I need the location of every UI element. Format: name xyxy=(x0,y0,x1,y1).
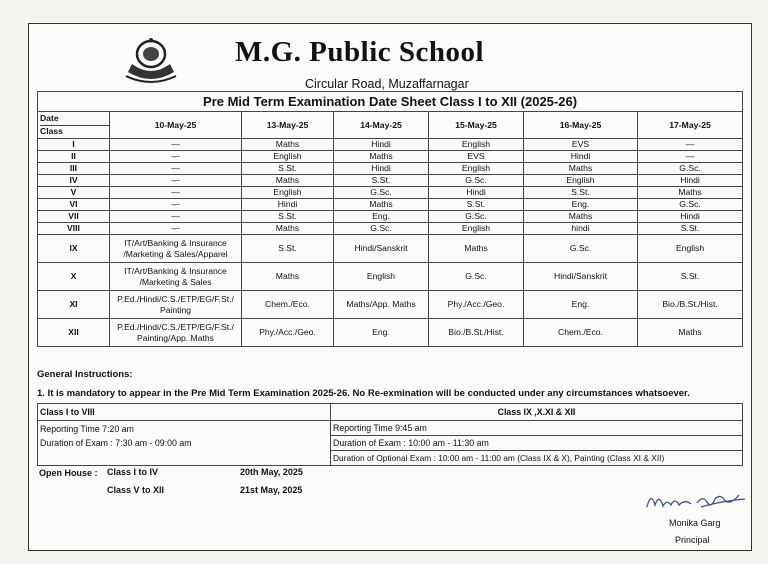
class-row xyxy=(38,263,743,291)
class-row xyxy=(38,235,743,263)
subject-cell: G.Sc. xyxy=(429,211,524,223)
class-row xyxy=(38,151,743,163)
subject-cell: — xyxy=(110,163,242,175)
subject-cell: Phy./Acc./Geo. xyxy=(429,291,524,319)
date-label: Date xyxy=(40,113,109,126)
subject-cell: Hindi xyxy=(334,139,429,151)
subject-cell: English xyxy=(429,139,524,151)
subject-cell: — xyxy=(110,199,242,211)
subject-cell: Hindi xyxy=(524,151,638,163)
class-label-cell: XI xyxy=(38,291,110,319)
subject-cell: Maths/App. Maths xyxy=(334,291,429,319)
subject-cell: Eng. xyxy=(334,319,429,347)
subject-cell: — xyxy=(110,151,242,163)
subject-cell: Chem./Eco. xyxy=(242,291,334,319)
subject-cell: G.Sc. xyxy=(429,263,524,291)
subject-cell: Eng. xyxy=(524,291,638,319)
instructions-heading: General Instructions: xyxy=(37,369,133,380)
subject-cell: hindi xyxy=(524,223,638,235)
class-label-cell: I xyxy=(38,139,110,151)
class-row xyxy=(38,223,743,235)
subject-cell: Maths xyxy=(429,235,524,263)
subject-cell: S.St. xyxy=(638,223,743,235)
subject-cell: — xyxy=(110,175,242,187)
school-address: Circular Road, Muzaffarnagar xyxy=(305,77,469,91)
class-label-cell: XII xyxy=(38,319,110,347)
subject-cell: Maths xyxy=(524,211,638,223)
subject-cell: English xyxy=(242,151,334,163)
subject-cell: — xyxy=(110,223,242,235)
date-header: 17-May-25 xyxy=(638,112,743,139)
class-row xyxy=(38,175,743,187)
date-header: 10-May-25 xyxy=(110,112,242,139)
sheet-title: Pre Mid Term Examination Date Sheet Class I to XII (2025-26) xyxy=(38,92,743,112)
class-row xyxy=(38,211,743,223)
subject-cell: G.Sc. xyxy=(429,175,524,187)
subject-cell: Maths xyxy=(242,223,334,235)
school-name: M.G. Public School xyxy=(235,36,485,68)
subject-cell: English xyxy=(242,187,334,199)
subject-cell: English xyxy=(334,263,429,291)
subject-cell: Bio./B.St./Hist. xyxy=(429,319,524,347)
class-row xyxy=(38,319,743,347)
subject-cell: — xyxy=(638,151,743,163)
class-label-cell: III xyxy=(38,163,110,175)
subject-cell: English xyxy=(429,223,524,235)
subject-cell: S.St. xyxy=(242,235,334,263)
timing-table xyxy=(37,403,743,466)
subject-cell: Hindi xyxy=(638,211,743,223)
class-label-cell: X xyxy=(38,263,110,291)
subject-cell: G.Sc. xyxy=(638,199,743,211)
class-label-cell: V xyxy=(38,187,110,199)
subject-cell: G.Sc. xyxy=(334,187,429,199)
subject-cell: Hindi xyxy=(242,199,334,211)
instruction-note: 1. It is mandatory to appear in the Pre Mid Term Examination 2025-26. No Re-exmination will be conducted under any circumstances whatsoever. xyxy=(37,388,690,399)
timing-line: Reporting Time 9:45 am xyxy=(331,421,742,436)
date-header: 16-May-25 xyxy=(524,112,638,139)
timing-line: Reporting Time 7:20 am xyxy=(40,424,134,434)
subject-cell: EVS xyxy=(429,151,524,163)
subject-cell: G.Sc. xyxy=(638,163,743,175)
class-row xyxy=(38,139,743,151)
subject-cell: — xyxy=(110,211,242,223)
subject-cell: Hindi/Sanskrit xyxy=(524,263,638,291)
subject-cell: — xyxy=(638,139,743,151)
subject-cell: S.St. xyxy=(242,211,334,223)
subject-cell: Hindi xyxy=(429,187,524,199)
principal-title: Principal xyxy=(675,535,710,545)
subject-cell: P.Ed./Hindi/C.S./ETP/EG/F.St./ Painting/App. Maths xyxy=(110,319,242,347)
subject-cell: S.St. xyxy=(638,263,743,291)
class-label: Class xyxy=(40,126,63,136)
subject-cell: English xyxy=(429,163,524,175)
header-row xyxy=(38,112,743,139)
open-house-classes: Class V to XII xyxy=(107,485,165,495)
subject-cell: Maths xyxy=(242,175,334,187)
subject-cell: Bio./B.St./Hist. xyxy=(638,291,743,319)
timing-line: Duration of Exam : 10:00 am - 11:30 am xyxy=(331,436,742,451)
class-label-cell: VI xyxy=(38,199,110,211)
subject-cell: Phy./Acc./Geo. xyxy=(242,319,334,347)
subject-cell: S.St. xyxy=(429,199,524,211)
subject-cell: Maths xyxy=(638,319,743,347)
timing-senior-details xyxy=(331,421,743,466)
timing-line: Duration of Optional Exam : 10:00 am - 11:00 am (Class IX & X), Painting (Class XI & XII) xyxy=(333,453,665,463)
timing-senior-header: Class IX ,X.XI & XII xyxy=(331,404,743,421)
open-house-classes: Class I to IV xyxy=(107,467,159,477)
subject-cell: — xyxy=(110,139,242,151)
subject-cell: Hindi xyxy=(638,175,743,187)
school-logo xyxy=(122,34,180,84)
subject-cell: P.Ed./Hindi/C.S./ETP/EG/F.St./ Painting xyxy=(110,291,242,319)
subject-cell: Eng. xyxy=(524,199,638,211)
date-sheet-table xyxy=(37,91,743,347)
date-sheet xyxy=(28,23,752,551)
subject-cell: G.Sc. xyxy=(334,223,429,235)
subject-cell: IT/Art/Banking & Insurance /Marketing & Sales xyxy=(110,263,242,291)
subject-cell: IT/Art/Banking & Insurance /Marketing & Sales/Apparel xyxy=(110,235,242,263)
subject-cell: — xyxy=(110,187,242,199)
subject-cell: S.St. xyxy=(334,175,429,187)
subject-cell: S.St. xyxy=(524,187,638,199)
open-house-label: Open House : xyxy=(39,468,98,478)
subject-cell: Maths xyxy=(638,187,743,199)
subject-cell: S.St. xyxy=(242,163,334,175)
date-header: 14-May-25 xyxy=(334,112,429,139)
subject-cell: Maths xyxy=(334,199,429,211)
subject-cell: G.Sc. xyxy=(524,235,638,263)
date-class-cell xyxy=(38,112,110,139)
class-label-cell: II xyxy=(38,151,110,163)
timing-junior-header: Class I to VIII xyxy=(38,404,331,421)
subject-cell: Maths xyxy=(242,139,334,151)
class-row xyxy=(38,291,743,319)
subject-cell: English xyxy=(638,235,743,263)
class-row xyxy=(38,187,743,199)
subject-cell: Eng. xyxy=(334,211,429,223)
open-house-date: 20th May, 2025 xyxy=(240,467,303,477)
subject-cell: Maths xyxy=(334,151,429,163)
class-label-cell: VIII xyxy=(38,223,110,235)
class-label-cell: VII xyxy=(38,211,110,223)
subject-cell: Maths xyxy=(242,263,334,291)
principal-name: Monika Garg xyxy=(669,518,721,528)
subject-cell: Maths xyxy=(524,163,638,175)
subject-cell: Chem./Eco. xyxy=(524,319,638,347)
class-label-cell: IX xyxy=(38,235,110,263)
timing-junior-details xyxy=(38,421,331,466)
date-header: 13-May-25 xyxy=(242,112,334,139)
class-row xyxy=(38,199,743,211)
timing-line: Duration of Exam : 7:30 am - 09:00 am xyxy=(40,438,192,448)
class-row xyxy=(38,163,743,175)
subject-cell: EVS xyxy=(524,139,638,151)
principal-signature xyxy=(641,485,751,517)
subject-cell: Hindi xyxy=(334,163,429,175)
open-house-date: 21st May, 2025 xyxy=(240,485,303,495)
class-label-cell: IV xyxy=(38,175,110,187)
date-header: 15-May-25 xyxy=(429,112,524,139)
subject-cell: Hindi/Sanskrit xyxy=(334,235,429,263)
subject-cell: English xyxy=(524,175,638,187)
